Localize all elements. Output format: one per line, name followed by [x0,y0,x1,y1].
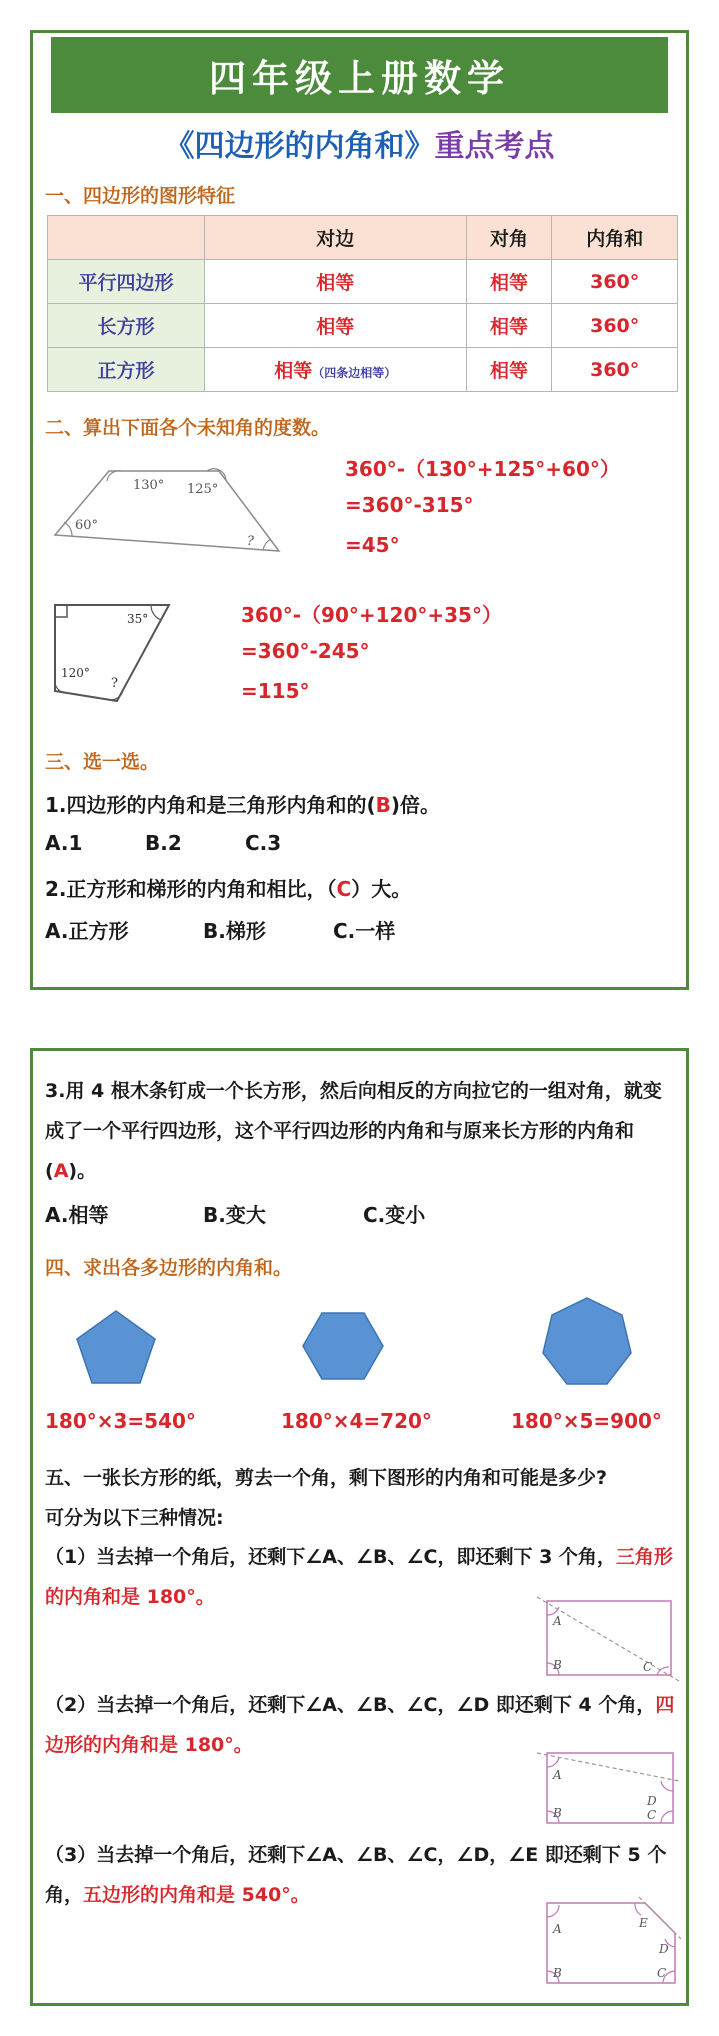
calc-step: 360°-（130°+125°+60°） [345,457,620,481]
cell-note: （四条边相等） [312,366,397,380]
row-header: 正方形 [48,348,205,392]
question-text: 3.用 4 根木条钉成一个长方形，然后向相反的方向拉它的一组对角，就变成了一个平行四边形，这个平行四边形的内角和与原来长方形的内角和( [45,1080,662,1182]
question-3 [45,1071,675,1191]
angle-arc [64,522,72,536]
question-answer: A [53,1160,69,1182]
question-answer: C [336,877,352,901]
angle-arc [107,690,123,700]
row-header: 长方形 [48,304,205,348]
option: A.相等 [45,1203,109,1227]
vertex-label: B [553,1966,562,1980]
vertex-label: A [553,1922,562,1936]
question-2 [45,873,411,902]
calc-step: =360°-245° [241,639,370,663]
vertex-label: A [553,1768,562,1782]
case-text: （2）当去掉一个角后，还剩下∠A、∠B、∠C，∠D 即还剩下 4 个角， [45,1694,656,1716]
column-header: 内角和 [552,216,678,260]
question-answer: B [375,793,391,817]
angle-arc [547,1757,559,1767]
vertex-label: D [647,1794,657,1808]
vertex-label: E [639,1916,648,1930]
pentagon-shape [73,1307,159,1387]
angle-arc [547,1905,559,1917]
angle-arc [635,1903,641,1915]
table-row [48,260,678,304]
angle-label: 125° [187,482,219,497]
cell-value: 相等 [274,360,313,382]
section2-heading: 二、算出下面各个未知角的度数。 [45,417,331,439]
angle-arc [263,539,271,550]
case-text: （3）当去掉一个角后，还剩下∠A、∠B、∠C，∠D，∠E 即还剩下 5 个角， [45,1844,667,1906]
section5-heading: 五、一张长方形的纸，剪去一个角，剩下图形的内角和可能是多少? [45,1467,608,1489]
subtitle-keypoints: 重点考点 [434,129,555,164]
vertex-label: C [643,1660,653,1674]
vertex-label: C [657,1966,667,1980]
case-3-figure [531,1893,687,1993]
table-cell: 相等 [466,260,552,304]
table-cell: 相等 [466,348,552,392]
option: B.2 [145,831,182,855]
vertex-label: D [659,1942,669,1956]
angle-label: ? [247,534,254,549]
table-cell: 360° [552,348,678,392]
properties-table [47,215,678,392]
angle-label: 35° [127,612,149,626]
case-1-figure [531,1591,683,1685]
vertex-label: A [553,1614,562,1628]
table-corner-cell [48,216,205,260]
calc-step: =115° [241,679,310,703]
hexagon-icon [303,1313,383,1379]
card-bottom [30,1048,689,2006]
page-subtitle [33,121,686,165]
option: C.一样 [333,919,396,943]
section3-heading: 三、选一选。 [45,751,160,773]
page-title: 四年级上册数学 [51,37,668,113]
option: B.梯形 [203,919,266,943]
calc-step: 360°-（90°+120°+35°） [241,603,502,627]
pentagon-icon [77,1311,155,1383]
question-text: )。 [68,1160,97,1182]
question-1 [45,789,440,818]
vertex-label: B [553,1806,562,1820]
quadrilateral-figure-2 [47,593,177,713]
table-cell: 相等 [466,304,552,348]
case-result: 五边形的内角和是 540°。 [83,1884,310,1906]
table-cell: 360° [552,260,678,304]
case-result: 三角形的内角和是 180°。 [45,1546,673,1608]
table-row [48,348,678,392]
heptagon-icon [543,1298,631,1384]
table-cell [205,348,467,392]
angle-arc [151,605,161,620]
case-2-figure [533,1741,683,1831]
section1-heading: 一、四边形的图形特征 [45,185,236,207]
case-text: （1）当去掉一个角后，还剩下∠A、∠B、∠C，即还剩下 3 个角， [45,1546,616,1568]
question-text: 2.正方形和梯形的内角和相比，（ [45,877,337,901]
subtitle-topic: 《四边形的内角和》 [164,129,435,164]
paper-rectangle [547,1601,671,1675]
section5-intro: 可分为以下三种情况: [45,1507,224,1529]
pentagon-paper [547,1903,675,1983]
table-cell: 相等 [205,304,467,348]
angle-label: ? [111,676,118,691]
angle-arc [107,471,121,481]
angle-label: 60° [75,518,99,533]
column-header: 对边 [205,216,467,260]
vertex-label: B [553,1658,562,1672]
table-row [48,304,678,348]
question-text: 1.四边形的内角和是三角形内角和的( [45,793,376,817]
option: A.正方形 [45,919,129,943]
quadrilateral-outline [55,471,279,551]
angle-label: 130° [133,478,165,493]
right-angle-mark [55,605,67,617]
option: C.3 [245,831,282,855]
option: B.变大 [203,1203,266,1227]
section4-heading: 四、求出各多边形的内角和。 [45,1257,293,1279]
table-cell: 360° [552,304,678,348]
angle-arc [661,1781,673,1791]
column-header: 对角 [466,216,552,260]
card-top [30,30,689,990]
calc-step: =45° [345,533,400,557]
heptagon-shape [539,1295,635,1391]
question-text: ）大。 [351,877,412,901]
option: C.变小 [363,1203,426,1227]
case-result: 四边形的内角和是 180°。 [45,1694,675,1756]
row-header: 平行四边形 [48,260,205,304]
calc-step: =360°-315° [345,493,474,517]
hexagon-shape [301,1309,385,1383]
table-cell: 相等 [205,260,467,304]
quadrilateral-figure-1 [47,453,287,563]
angle-label: 120° [61,666,90,680]
angle-arc [661,1811,673,1823]
angle-arc [657,1667,669,1675]
table-header-row [48,216,678,260]
polygon-answer: 180°×5=900° [511,1409,662,1433]
polygon-answer: 180°×3=540° [45,1409,196,1433]
question-text: )倍。 [390,793,441,817]
vertex-label: C [647,1808,657,1822]
polygon-answer: 180°×4=720° [281,1409,432,1433]
option: A.1 [45,831,83,855]
